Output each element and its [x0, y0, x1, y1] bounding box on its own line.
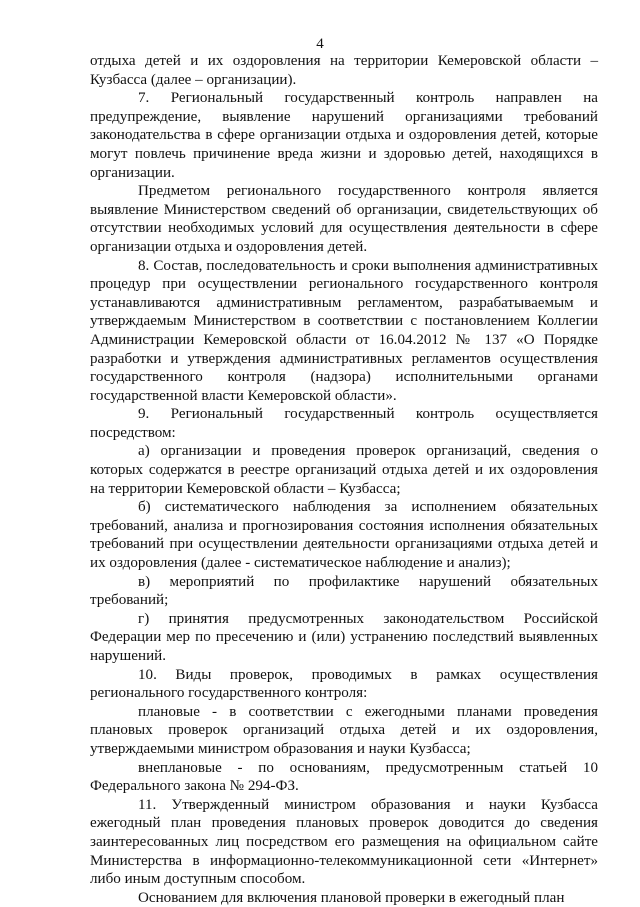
paragraph-basis-for-inclusion: Основанием для включения плановой проверки в ежегодный план — [138, 889, 565, 906]
paragraph-subject-of-control: Предметом регионального государственного контроля является выявление Министерством сведений об организации, свидетельствующих об отсутствии необходимых условий для осуществления деятельности в сфере организации отдыха и оздоровления детей. — [90, 183, 598, 255]
paragraph-item-9-v: в) мероприятий по профилактике нарушений обязательных требований; — [90, 573, 598, 609]
paragraph-item-9: 9. Региональный государственный контроль осуществляется посредством: — [90, 406, 598, 441]
paragraph-item-9-g: г) принятия предусмотренных законодательством Российской Федерации мер по пресечению и (или) устранению последствий выявленных нарушений. — [90, 610, 598, 664]
page-number: 4 — [316, 36, 324, 52]
paragraph-item-8: 8. Состав, последовательность и сроки выполнения административных процедур при осуществлении регионального государственного контроля устанавливаются административным регламентом, разрабатываемым и утверждаемым Министерством в соответствии с постановлением Коллегии Администрации Кемеровской области от 16.04.2012 № 137 «О Порядке разработки и утверждения административных регламентов осуществления государственного контроля (надзора) исполнительными органами государственной власти Кемеровской области». — [90, 257, 598, 404]
paragraph-continuation: отдыха детей и их оздоровления на территории Кемеровской области – Кузбасса (далее – организации). — [90, 53, 598, 88]
paragraph-item-10: 10. Виды проверок, проводимых в рамках осуществления регионального государственного контроля: — [90, 666, 598, 702]
paragraph-item-11: 11. Утвержденный министром образования и науки Кузбасса ежегодный план проведения плановых проверок доводится до сведения заинтересованных лиц посредством его размещения на официальном сайте Министерства в информационно-телекоммуникационной сети «Интернет» либо иным доступным способом. — [90, 796, 598, 888]
paragraph-item-7: 7. Региональный государственный контроль направлен на предупреждение, выявление нарушений организациями требований законодательства в сфере организации отдыха и оздоровления детей, которые могут повлечь причинение вреда жизни и здоровью детей, находящихся в организации. — [90, 90, 598, 181]
paragraph-unplanned-inspections: внеплановые - по основаниям, предусмотренным статьей 10 Федерального закона № 294-ФЗ. — [90, 759, 598, 795]
document-body — [90, 52, 598, 907]
paragraph-item-9-a: а) организации и проведения проверок организаций, сведения о которых содержатся в реестре организаций отдыха детей и их оздоровления на территории Кемеровской области – Кузбасса; — [90, 443, 598, 497]
paragraph-planned-inspections: плановые - в соответствии с ежегодными планами проведения плановых проверок организаций отдыха детей и их оздоровления, утверждаемыми министром образования и науки Кузбасса; — [90, 703, 598, 757]
paragraph-item-9-b: б) систематического наблюдения за исполнением обязательных требований, анализа и прогнозирования состояния исполнения обязательных требований при осуществлении деятельности организациями отдыха детей и их оздоровления (далее - систематическое наблюдение и анализ); — [90, 499, 598, 572]
